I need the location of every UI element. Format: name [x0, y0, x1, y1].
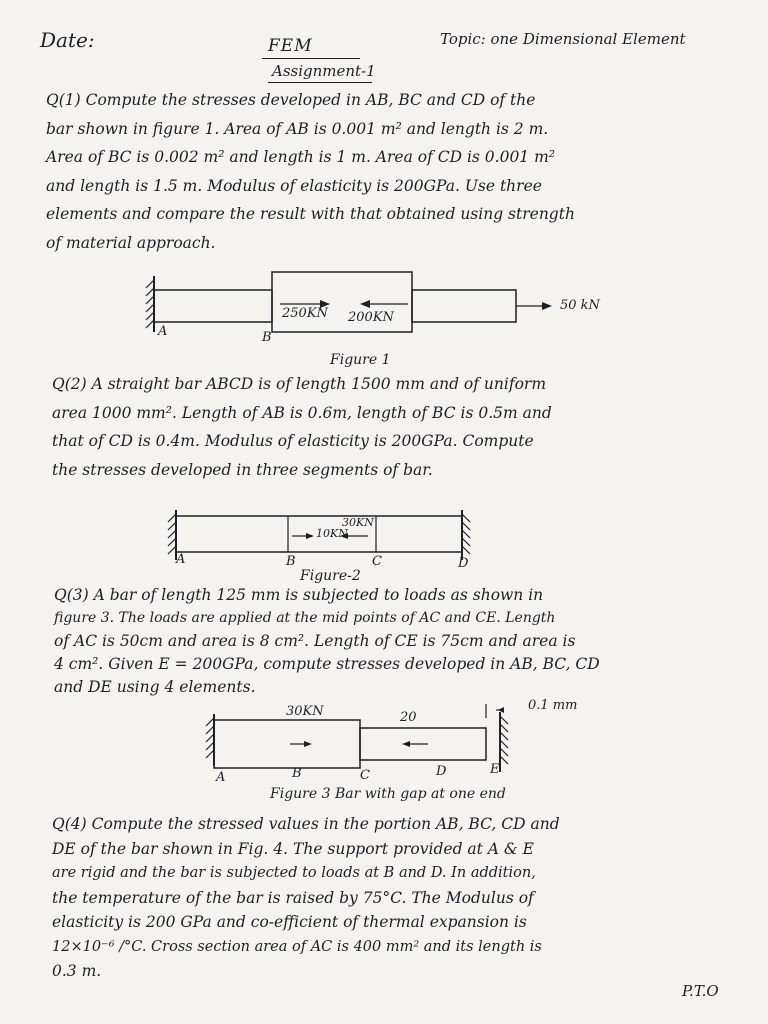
q3-line: and DE using 4 elements.	[54, 678, 256, 696]
question-3	[54, 584, 600, 699]
point-a-label: A	[158, 324, 168, 339]
q2-line: that of CD is 0.4m. Modulus of elasticity is 200GPa. Compute	[52, 432, 534, 450]
q2-line: Q(2) A straight bar ABCD is of length 1500 mm and of uniform	[52, 375, 547, 393]
q2-line: the stresses developed in three segments of bar.	[52, 460, 433, 479]
q4-line: the temperature of the bar is raised by 75°C. The Modulus of	[52, 888, 534, 907]
date-label: Date:	[40, 28, 95, 52]
assignment-label: Assignment-1	[272, 62, 376, 80]
point-d-label: D	[458, 556, 469, 571]
point-e-label: E	[490, 762, 500, 777]
point-b-label: B	[262, 330, 272, 345]
q4-line: DE of the bar shown in Fig. 4. The support provided at A & E	[52, 839, 534, 858]
load-20-label: 20	[400, 710, 417, 725]
point-b-label: B	[286, 554, 296, 569]
point-d-label: D	[436, 764, 447, 779]
question-1	[46, 86, 575, 257]
question-4	[52, 812, 560, 984]
q4-line: 0.3 m.	[52, 962, 102, 980]
q4-line: elasticity is 200 GPa and co-efficient of thermal expansion is	[52, 913, 527, 931]
point-b-label: B	[292, 766, 302, 781]
q1-line: of material approach.	[46, 233, 216, 252]
gap-label: 0.1 mm	[528, 698, 578, 713]
q1-line: bar shown in figure 1. Area of AB is 0.001 m² and length is 2 m.	[46, 119, 549, 138]
point-c-label: C	[372, 554, 382, 569]
q3-line: of AC is 50cm and area is 8 cm². Length of CE is 75cm and area is	[54, 632, 576, 650]
question-2	[52, 370, 552, 484]
load-30kn-label: 30KN	[342, 516, 374, 529]
point-a-label: A	[176, 552, 186, 567]
q3-line: Q(3) A bar of length 125 mm is subjected to loads as shown in	[54, 586, 544, 604]
q2-line: area 1000 mm². Length of AB is 0.6m, length of BC is 0.5m and	[52, 403, 552, 422]
q1-line: elements and compare the result with that obtained using strength	[46, 205, 575, 223]
figure-2-caption: Figure-2	[300, 568, 361, 584]
figure-1-caption: Figure 1	[330, 352, 391, 368]
load-200kn-label: 200KN	[348, 310, 394, 325]
q3-line: 4 cm². Given E = 200GPa, compute stresses developed in AB, BC, CD	[54, 655, 600, 673]
figure-3-caption: Figure 3 Bar with gap at one end	[270, 786, 506, 802]
title-underline	[262, 58, 360, 59]
load-10kn-label: 10KN	[316, 527, 348, 540]
topic-heading: Topic: one Dimensional Element	[440, 30, 686, 48]
q1-line: and length is 1.5 m. Modulus of elasticity is 200GPa. Use three	[46, 176, 542, 195]
point-a-label: A	[216, 770, 226, 785]
q3-line: figure 3. The loads are applied at the mid points of AC and CE. Length	[54, 610, 556, 626]
q4-line: are rigid and the bar is subjected to loads at B and D. In addition,	[52, 865, 536, 881]
page-turn-note: P.T.O	[682, 982, 719, 1000]
load-30kn-label: 30KN	[286, 704, 324, 719]
q1-line: Q(1) Compute the stresses developed in AB, BC and CD of the	[46, 91, 536, 109]
assignment-underline	[268, 82, 372, 83]
q1-line: Area of BC is 0.002 m² and length is 1 m. Area of CD is 0.001 m²	[46, 148, 556, 166]
page-title: FEM	[268, 36, 313, 56]
q4-line: 12×10⁻⁶ /°C. Cross section area of AC is 400 mm² and its length is	[52, 938, 542, 955]
q4-line: Q(4) Compute the stressed values in the portion AB, BC, CD and	[52, 815, 560, 833]
load-50kn-label: 50 kN	[560, 298, 600, 313]
point-c-label: C	[360, 768, 370, 783]
load-250kn-label: 250KN	[282, 306, 328, 321]
